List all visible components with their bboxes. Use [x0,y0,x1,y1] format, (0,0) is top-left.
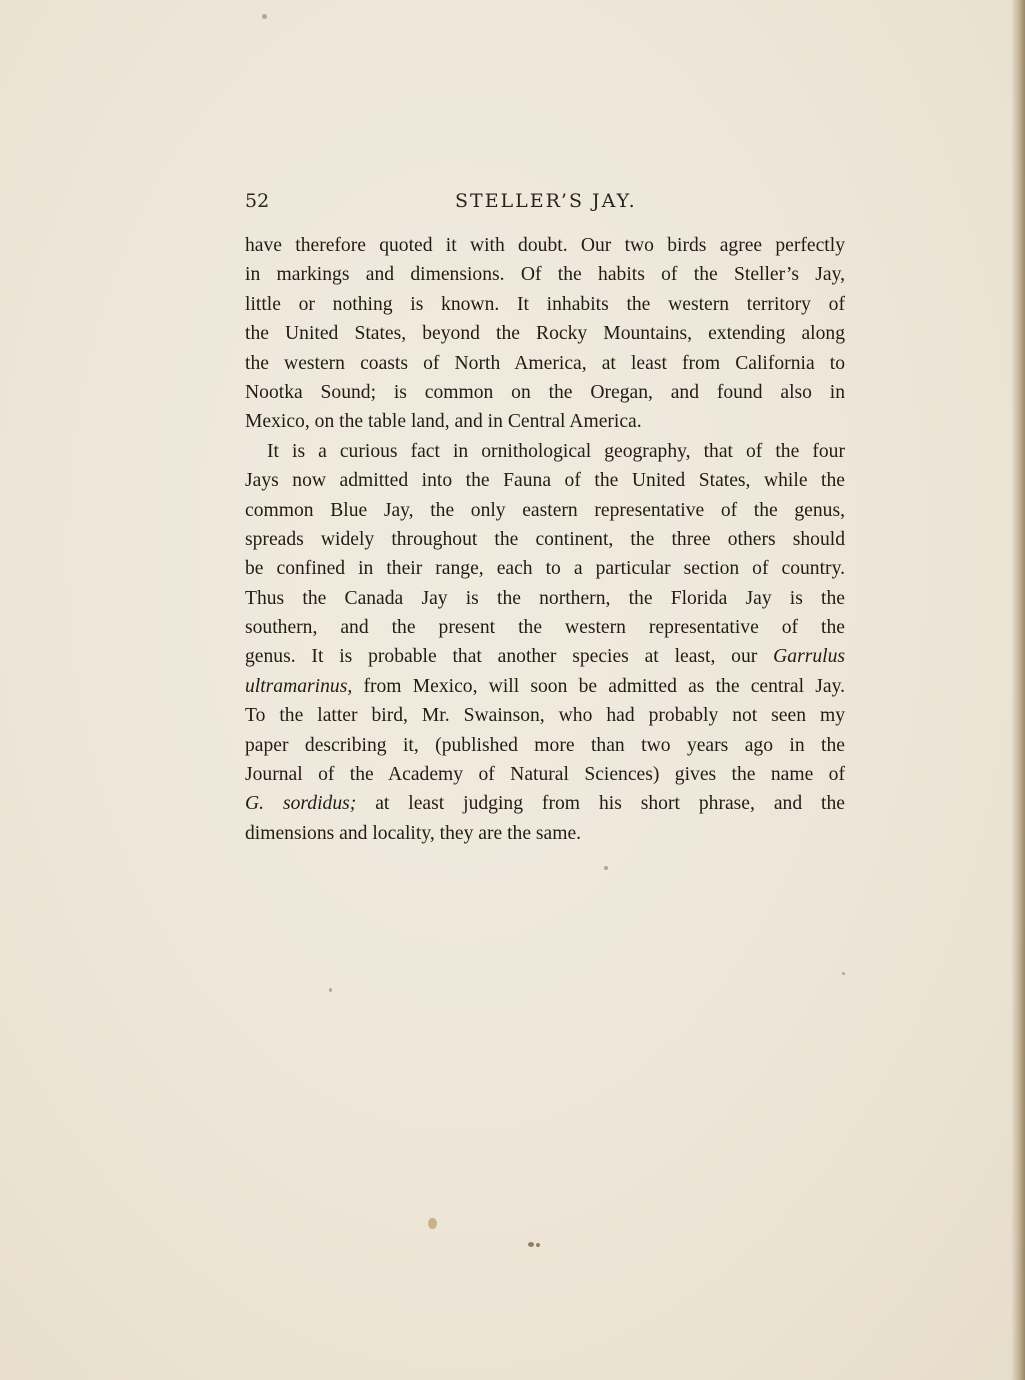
paper-speck [428,1218,437,1229]
italic-text-run: Garrulus [773,646,845,668]
text-line [245,378,845,407]
text-run: common Blue Jay, the only eastern representative of the genus, [245,499,845,521]
page-edge-shadow [1011,0,1025,1380]
italic-text-run: G. sordidus; [245,793,357,815]
text-run: the United States, beyond the Rocky Mountains, extending along [245,323,845,345]
text-run: be confined in their range, each to a particular section of country. [245,558,845,580]
text-run: in markings and dimensions. Of the habits of the Steller’s Jay, [245,264,845,286]
text-line [245,319,845,348]
text-run: spreads widely throughout the continent, the three others should [245,528,845,550]
text-run: southern, and the present the western representative of the [245,617,845,639]
paper-speck [262,14,267,19]
italic-text-run: ultramarinus, [245,675,353,697]
text-run: Nootka Sound; is common on the Oregan, and found also in [245,381,845,403]
text-run: To the latter bird, Mr. Swainson, who had probably not seen my [245,705,845,727]
page-title: STELLER’S JAY. [455,190,637,212]
text-run: Mexico, on the table land, and in Central America. [245,411,642,433]
text-run: the western coasts of North America, at least from California to [245,352,845,374]
text-line [245,407,845,436]
text-line [245,613,845,642]
paper-speck [604,866,608,870]
text-line [245,290,845,319]
paragraph-1 [245,231,845,437]
text-run: It is a curious fact in ornithological geography, that of the four [267,440,845,462]
running-head [245,186,845,216]
page-number: 52 [245,190,270,212]
paper-speck [536,1243,540,1247]
text-run: from Mexico, will soon be admitted as the central Jay. [352,675,845,697]
text-line [245,642,845,671]
paper-speck [842,972,845,975]
text-line [245,525,845,554]
text-run: at least judging from his short phrase, and the [356,793,845,815]
text-line [245,231,845,260]
text-run: Thus the Canada Jay is the northern, the Florida Jay is the [245,587,845,609]
text-run: paper describing it, (published more than two years ago in the [245,734,845,756]
text-line [245,554,845,583]
text-line [245,672,845,701]
text-line [245,496,845,525]
text-line [245,701,845,730]
paper-speck [528,1242,534,1247]
text-run: have therefore quoted it with doubt. Our two birds agree perfectly [245,235,845,256]
text-run: Journal of the Academy of Natural Sciences) gives the name of [245,764,845,786]
text-line [245,789,845,818]
text-run: genus. It is probable that another species at least, our [245,646,774,668]
text-line [245,349,845,378]
text-line [245,760,845,789]
text-line [245,731,845,760]
text-run: little or nothing is known. It inhabits the western territory of [245,293,845,315]
text-line [245,260,845,289]
body-text [245,231,845,848]
paragraph-2 [245,437,845,848]
text-line [245,437,845,466]
text-run: Jays now admitted into the Fauna of the United States, while the [245,470,845,492]
text-run: dimensions and locality, they are the same. [245,822,582,844]
text-line [245,466,845,495]
text-line [245,819,845,848]
paper-speck [329,988,332,992]
text-line [245,584,845,613]
